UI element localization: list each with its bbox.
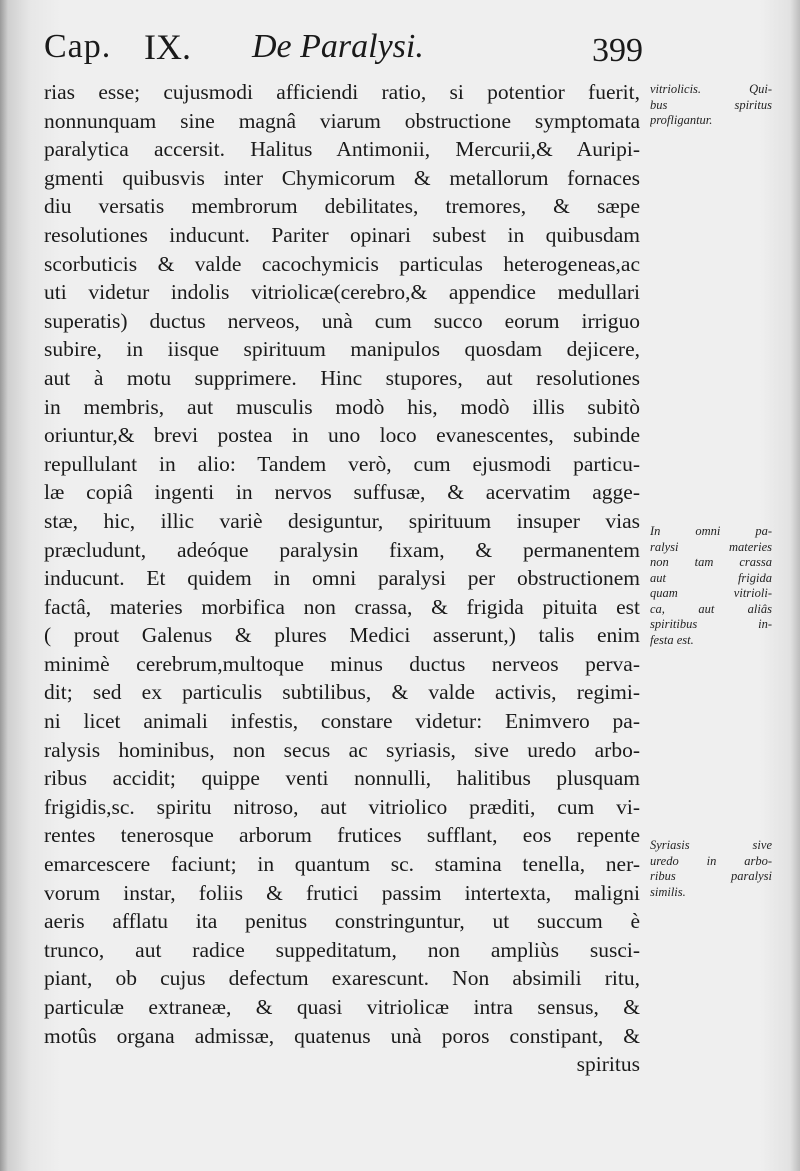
text-line: vorum instar, foliis & frutici passim intertexta, maligni: [44, 880, 640, 905]
text-line: gmenti quibusvis inter Chymicorum & metallorum fornaces: [44, 165, 640, 190]
text-line: minimè cerebrum,multoque minus ductus nerveos perva-: [44, 651, 640, 676]
text-line: ralysis hominibus, non secus ac syriasis, sive uredo arbo-: [44, 737, 640, 762]
text-line: ribus accidit; quippe venti nonnulli, halitibus plusquam: [44, 766, 640, 791]
text-line: particulæ extraneæ, & quasi vitriolicæ intra sensus, &: [44, 995, 640, 1019]
margin-note-line: quam vitrioli-: [650, 586, 772, 600]
text-line: repullulant in alio: Tandem verò, cum ejusmodi particu-: [44, 451, 640, 476]
running-title: De Paralysi.: [252, 28, 424, 65]
text-line: aut à motu supprimere. Hinc stupores, aut resolutiones: [44, 365, 640, 390]
margin-note-line: ca, aut aliâs: [650, 601, 772, 616]
text-line: trunco, aut radice suppeditatum, non ampliùs susci-: [44, 937, 640, 962]
margin-note-line: aut frigida: [650, 570, 772, 585]
margin-note-line: Syriasis sive: [650, 838, 772, 852]
main-text-block: [44, 78, 640, 1079]
margin-note-line: profligantur.: [650, 113, 713, 127]
margin-note-vitriolicis: [650, 82, 772, 129]
text-line: dit; sed ex particulis subtilibus, & valde activis, regimi-: [44, 680, 640, 705]
margin-note-line: non tam crassa: [650, 555, 772, 569]
text-line: factâ, materies morbifica non crassa, & frigida pituita est: [44, 594, 640, 619]
margin-note-line: ralysi materies: [650, 539, 772, 554]
text-line: diu versatis membrorum debilitates, tremores, & sæpe: [44, 194, 640, 219]
catchword: spiritus: [576, 1052, 640, 1077]
margin-note-line: ribus paralysi: [650, 869, 772, 883]
text-line: præcludunt, adeóque paralysin fixam, & permanentem: [44, 537, 640, 562]
page-number: 399: [592, 32, 643, 69]
text-line: scorbuticis & valde cacochymicis particulas heterogeneas,ac: [44, 251, 640, 276]
margin-note-line: uredo in arbo-: [650, 853, 772, 868]
text-line: paralytica accersit. Halitus Antimonii, Mercurii,& Auripi-: [44, 137, 640, 162]
text-line: motûs organa admissæ, quatenus unà poros constipant, &: [44, 1023, 640, 1048]
text-line: inducunt. Et quidem in omni paralysi per obstructionem: [44, 566, 640, 591]
chapter-number: IX.: [144, 27, 191, 67]
text-line: resolutiones inducunt. Pariter opinari subest in quibusdam: [44, 222, 640, 247]
chapter-label: Cap.: [44, 28, 112, 65]
text-line: rentes tenerosque arborum frutices sufflant, eos repente: [44, 823, 640, 848]
text-line: oriuntur,& brevi postea in uno loco evanescentes, subinde: [44, 423, 640, 448]
margin-note-line: vitriolicis. Qui-: [650, 82, 772, 96]
margin-note-line: bus spiritus: [650, 97, 772, 112]
text-line: uti videtur indolis vitriolicæ(cerebro,& appendice medullari: [44, 280, 640, 305]
text-line: ni licet animali infestis, constare videtur: Enimvero pa-: [44, 709, 640, 734]
text-line: stæ, hic, illic variè desiguntur, spirituum insuper vias: [44, 508, 640, 533]
text-line: subire, in iisque spirituum manipulos quosdam dejicere,: [44, 337, 640, 362]
text-line: nonnunquam sine magnâ viarum obstructione symptomata: [44, 108, 640, 133]
text-line: piant, ob cujus defectum exarescunt. Non absimili ritu,: [44, 966, 640, 991]
margin-note-line: spiritibus in-: [650, 617, 772, 631]
text-line: aeris afflatu ita penitus constringuntur, ut succum è: [44, 909, 640, 934]
margin-note-line: similis.: [650, 884, 686, 899]
text-line: emarcescere faciunt; in quantum sc. stamina tenella, ner-: [44, 852, 640, 877]
text-line: ( prout Galenus & plures Medici asserunt,) talis enim: [44, 623, 640, 648]
text-line: frigidis,sc. spiritu nitroso, aut vitriolico præditi, cum vi-: [44, 794, 640, 819]
margin-note-line: In omni pa-: [650, 524, 772, 538]
margin-note-line: festa est.: [650, 632, 694, 647]
text-line: superatis) ductus nerveos, unà cum succo eorum irriguo: [44, 308, 640, 333]
margin-note-in-omni-paralysi: [650, 524, 772, 648]
text-line: læ copiâ ingenti in nervos suffusæ, & acervatim agge-: [44, 480, 640, 505]
margin-note-syriasis: [650, 838, 772, 900]
text-line: rias esse; cujusmodi afficiendi ratio, si potentior fuerit,: [44, 80, 640, 104]
running-header: [44, 22, 644, 82]
text-line: in membris, aut musculis modò his, modò illis subitò: [44, 394, 640, 419]
